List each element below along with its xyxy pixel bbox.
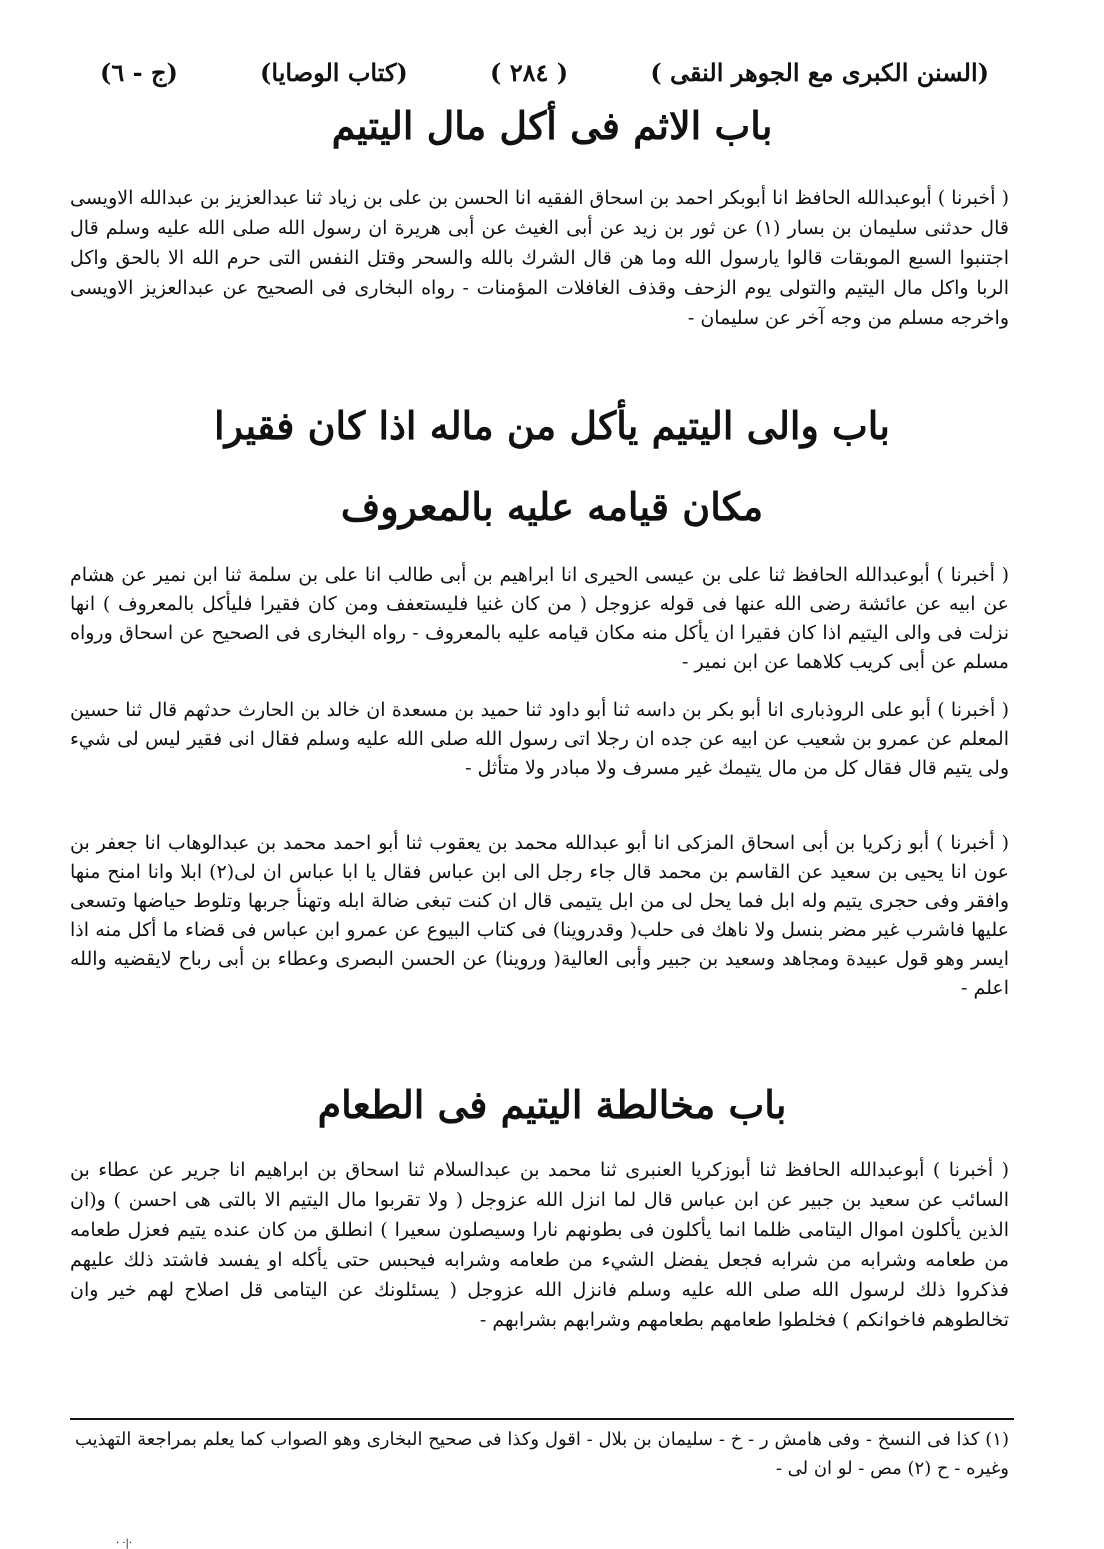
footnote: (١) كذا فى النسخ - وفى هامش ر - خ - سليمان بن بلال - اقول وكذا فى صحيح البخارى وهو الصواب كما يعلم بمراجعة التهذيب وغيره - ح (٢) مص - لو ان لى - [75,1429,1009,1479]
header-book-title: (السنن الكبرى مع الجوهر النقى ) [650,57,989,87]
section-3-paragraph-1: ( أخبرنا ) أبوعبدالله الحافظ ثنا أبوزكريا العنبرى ثنا محمد بن عبدالسلام ثنا اسحاق بن ابراهيم انا جرير عن عطاء بن السائب عن سعيد بن جبير عن ابن عباس قال لما انزل الله عزوجل ( ولا تقربوا مال اليتيم الا بالتى هى احسن ) و(ان الذين يأكلون اموال اليتامى ظلما انما يأكلون فى بطونهم نارا وسيصلون سعيرا ) انطلق من كان عنده يتيم فعزل طعامه من طعامه وشرابه من شرابه فجعل يفضل الشيء من طعامه وشرابه فيحبس حتى يأكله او يفسد فاشتد ذلك عليهم فذكروا ذلك لرسول الله صلى الله عليه وسلم فانزل الله عزوجل ( يسئلونك عن اليتامى قل اصلاح لهم خير وان تخالطوهم فاخوانكم ) فخلطوا طعامهم بطعامهم وشرابهم بشرابهم - [70,1159,1009,1331]
bottom-mark: · ·|· [116,1538,133,1549]
section-title-3: باب مخالطة اليتيم فى الطعام [317,1082,787,1127]
header-chapter: (كتاب الوصايا) [260,57,408,87]
footnote-divider [70,1418,1014,1420]
section-2-paragraph-3: ( أخبرنا ) أبو زكريا بن أبى اسحاق المزكى انا أبو عبدالله محمد بن يعقوب ثنا أبو احمد محمد بن عبدالوهاب انا جعفر بن عون انا يحيى بن سعيد عن القاسم بن محمد قال جاء رجل الى ابن عباس فقال يا ابا عباس ان لى(٢) ابلا وانا امنح منها وافقر وفى حجرى يتيم وله ابل فما يحل لى من ابل يتيمى قال ان كنت تبغى ضالة ابله وتهنأ جربها وتلوط حياضها وتسعى عليها فاشرب غير مضر بنسل ولا ناهك فى حلب( وقدروينا) فى كتاب البيوع عن عمرو ابن عباس فى قضاء ما أكل منه اذا ايسر وهو قول عبيدة ومجاهد وسعيد بن جبير وأبى العالية( وروينا) عن الحسن البصرى وعطاء بن أبى رباح لايقضيه والله اعلم - [70,832,1009,999]
section-2-paragraph-2: ( أخبرنا ) أبو على الروذبارى انا أبو بكر بن داسه ثنا أبو داود ثنا حميد بن مسعدة ان خالد بن الحارث حدثهم قال ثنا حسين المعلم عن عمرو بن شعيب عن ابيه عن جده ان رجلا اتى رسول الله صلى الله عليه وسلم فقال انى فقير ليس لى شيء ولى يتيم قال فقال كل من مال يتيمك غير مسرف ولا مبادر ولا متأثل - [70,699,1009,779]
section-title-2-line-2: مكان قيامه عليه بالمعروف [340,484,764,529]
header-page-number: ( ٢٨٤ ) [489,57,569,87]
section-title-2-line-1: باب والى اليتيم يأكل من ماله اذا كان فقيرا [214,403,890,448]
header-volume: (ج - ٦) [100,57,178,87]
running-header [100,52,989,92]
section-1-paragraph-1: ( أخبرنا ) أبوعبدالله الحافظ انا أبوبكر احمد بن اسحاق الفقيه انا الحسن بن على بن زياد ثنا عبدالعزيز بن عبدالله الاويسى قال حدثنى سليمان بن بسار (١) عن ثور بن زيد عن أبى الغيث عن أبى هريرة ان رسول الله صلى الله عليه وسلم قال اجتنبوا السبع الموبقات قالوا يارسول الله وما هن قال الشرك بالله والسحر وقتل النفس التى حرم الله الا بالحق واكل الربا واكل مال اليتيم والتولى يوم الزحف وقذف الغافلات المؤمنات - رواه البخارى فى الصحيح عن عبدالعزيز الاويسى واخرجه مسلم من وجه آخر عن سليمان - [70,187,1009,329]
section-title-1: باب الاثم فى أكل مال اليتيم [331,103,773,148]
section-2-paragraph-1: ( أخبرنا ) أبوعبدالله الحافظ ثنا على بن عيسى الحيرى انا ابراهيم بن أبى طالب انا على بن سلمة ثنا ابن نمير عن هشام عن ابيه عن عائشة رضى الله عنها فى قوله عزوجل ( من كان غنيا فليستعفف ومن كان فقيرا فليأكل بالمعروف ) انها نزلت فى والى اليتيم اذا كان فقيرا ان يأكل منه مكان قيامه عليه بالمعروف - رواه البخارى فى الصحيح عن اسحاق ورواه مسلم عن أبى كريب كلاهما عن ابن نمير - [70,564,1010,673]
